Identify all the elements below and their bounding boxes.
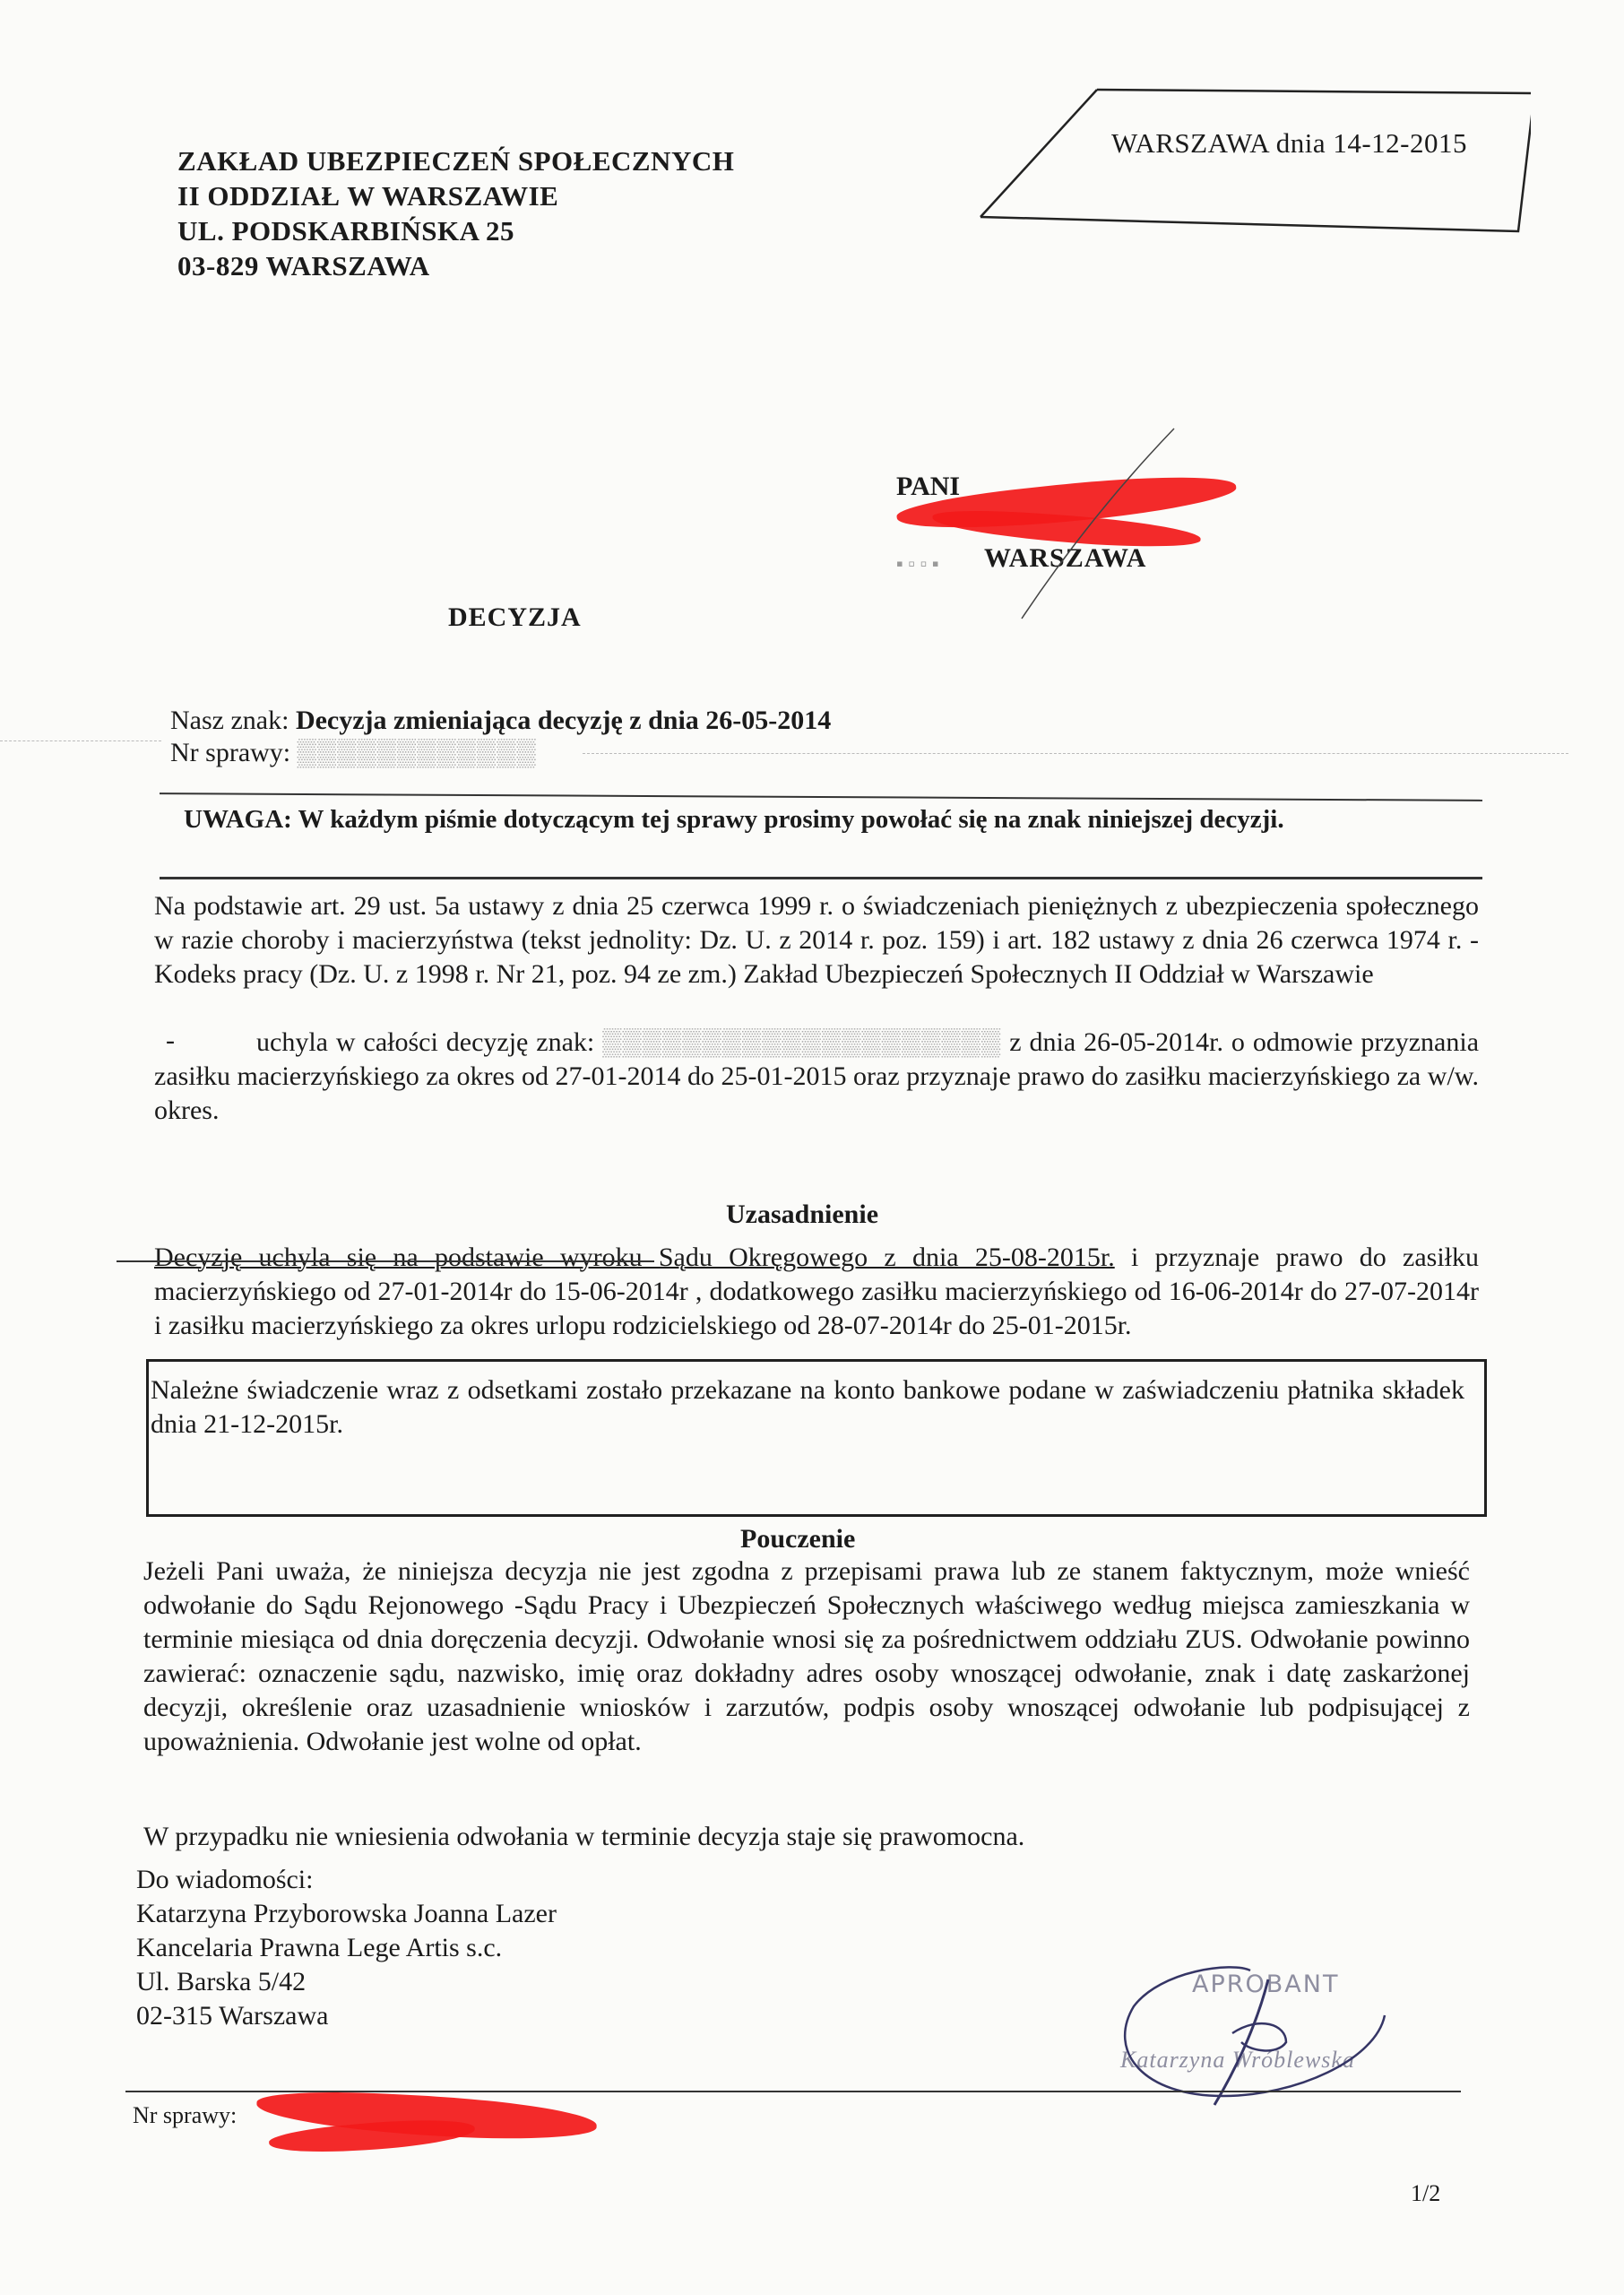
justification-text: i przyznaje prawo do zasiłku macierzyńskiego od 27-01-2014r do 15-06-2014r , dodatkowego zasiłku macierzyńskiego od 16-06-2014r do 27-07-2014r i zasiłku macierzyńskiego za okres urlopu rodzicielskiego od 28-07-2014r do 25-01-2015r. bbox=[154, 1243, 1479, 1340]
justification-strike-line bbox=[117, 1260, 654, 1262]
decision-sign-obscured: ▒▒▒▒▒▒▒▒▒▒▒▒▒▒▒▒▒▒▒▒ bbox=[602, 1027, 1002, 1057]
payment-text: Należne świadczenie wraz z odsetkami zostało przekazane na konto bankowe podane w zaświadczeniu płatnika składek dnia 21-12-2015r. bbox=[151, 1375, 1464, 1439]
case-number-obscured: ▒▒▒▒▒▒▒▒▒▒▒▒ bbox=[297, 738, 537, 767]
justification-heading: Uzasadnienie bbox=[726, 1199, 879, 1229]
recipient-city: WARSZAWA bbox=[984, 543, 1147, 573]
approval-stamp: APROBANT bbox=[1192, 1970, 1340, 1998]
reference-case bbox=[170, 735, 537, 771]
decision-dash: - bbox=[166, 1026, 175, 1055]
institution-name: ZAKŁAD UBEZPIECZEŃ SPOŁECZNYCH bbox=[177, 145, 735, 177]
case-label: Nr sprawy: bbox=[170, 738, 291, 767]
institution-postcode: 03-829 WARSZAWA bbox=[177, 250, 430, 281]
reference-label: Nasz znak: bbox=[170, 706, 289, 735]
fold-line bbox=[0, 740, 161, 741]
reference-our-sign bbox=[170, 703, 831, 739]
document-title: DECYZJA bbox=[448, 602, 582, 632]
signature-icon bbox=[1107, 1953, 1403, 2123]
stroke-mark bbox=[968, 421, 1192, 628]
notice-rule-top bbox=[160, 792, 1482, 801]
decision-item-rest: z dnia 26-05-2014r. o odmowie przyznania zasiłku macierzyńskiego za okres od 27-01-2014 do 25-01-2015 oraz przyznaje prawo do zasiłku macierzyńskiego za w/w. okres. bbox=[154, 1027, 1480, 1125]
cc-label: Do wiadomości: bbox=[136, 1865, 314, 1894]
decision-item bbox=[154, 1026, 1479, 1128]
institution-street: UL. PODSKARBIŃSKA 25 bbox=[177, 215, 515, 247]
cc-line: Ul. Barska 5/42 bbox=[136, 1967, 307, 1996]
cc-block bbox=[136, 1863, 557, 2033]
reference-value: Decyzja zmieniająca decyzję z dnia 26-05-2014 bbox=[295, 706, 832, 735]
instruction-final: W przypadku nie wniesienia odwołania w terminie decyzja staje się prawomocna. bbox=[143, 1822, 1025, 1851]
instruction-paragraph: Jeżeli Pani uważa, że niniejsza decyzja nie jest zgodna z przepisami prawa lub ze stanem faktycznym, może wnieść odwołanie do Sądu Rejonowego -Sądu Pracy i Ubezpieczeń Społecznych właściwego według miejsca zamieszkania w terminie miesiąca od dnia doręczenia decyzji. Odwołanie wnosi się za pośrednictwem oddziału ZUS. Odwołanie powinno zawierać: oznaczenie sądu, nazwisko, imię oraz dokładny adres osoby wnoszącej odwołanie, znak i datę zaskarżonej decyzji, określenie oraz uzasadnienie wniosków i zarzutów, podpis osoby wnoszącej odwołanie lub podpisującej z upoważnienia. Odwołanie jest wolne od opłat. bbox=[143, 1556, 1470, 1756]
justification-underlined: Decyzję uchyla się na podstawie wyroku Sądu Okręgowego z dnia 25-08-2015r. bbox=[154, 1243, 1115, 1272]
cc-line: 02-315 Warszawa bbox=[136, 2001, 329, 2031]
decision-item-start: uchyla w całości decyzję znak: bbox=[256, 1027, 595, 1057]
decision-paragraph: Na podstawie art. 29 ust. 5a ustawy z dnia 25 czerwca 1999 r. o świadczeniach pieniężnych z ubezpieczenia społecznego w razie choroby i macierzyństwa (tekst jednolity: Dz. U. z 2014 r. poz. 159) i art. 182 ustawy z dnia 26 czerwca 1974 r. - Kodeks pracy (Dz. U. z 1998 r. Nr 21, poz. 94 ze zm.) Zakład Ubezpieczeń Społecznych II Oddział w Warszawie bbox=[154, 891, 1479, 989]
cc-line: Kancelaria Prawna Lege Artis s.c. bbox=[136, 1933, 503, 1962]
instruction-heading: Pouczenie bbox=[740, 1524, 856, 1554]
institution-branch: II ODDZIAŁ W WARSZAWIE bbox=[177, 180, 559, 212]
place-date: WARSZAWA dnia 14-12-2015 bbox=[1111, 127, 1467, 159]
footer-case-label: Nr sprawy: bbox=[133, 2102, 238, 2128]
page-number: 1/2 bbox=[1411, 2180, 1441, 2206]
notice-text: UWAGA: W każdym piśmie dotyczącym tej sprawy prosimy powołać się na znak niniejszej decyzji. bbox=[184, 805, 1284, 834]
stamp-name: Katarzyna Wróblewska bbox=[1120, 2047, 1355, 2073]
notice-rule-bottom bbox=[160, 877, 1482, 879]
fold-line bbox=[583, 753, 1568, 754]
recipient-salutation: PANI bbox=[896, 472, 961, 501]
justification-paragraph bbox=[154, 1241, 1479, 1343]
cc-line: Katarzyna Przyborowska Joanna Lazer bbox=[136, 1899, 557, 1928]
recipient-smudge: ▪ ▫ ▫ ▪ bbox=[896, 552, 939, 575]
institution-header bbox=[177, 143, 734, 283]
